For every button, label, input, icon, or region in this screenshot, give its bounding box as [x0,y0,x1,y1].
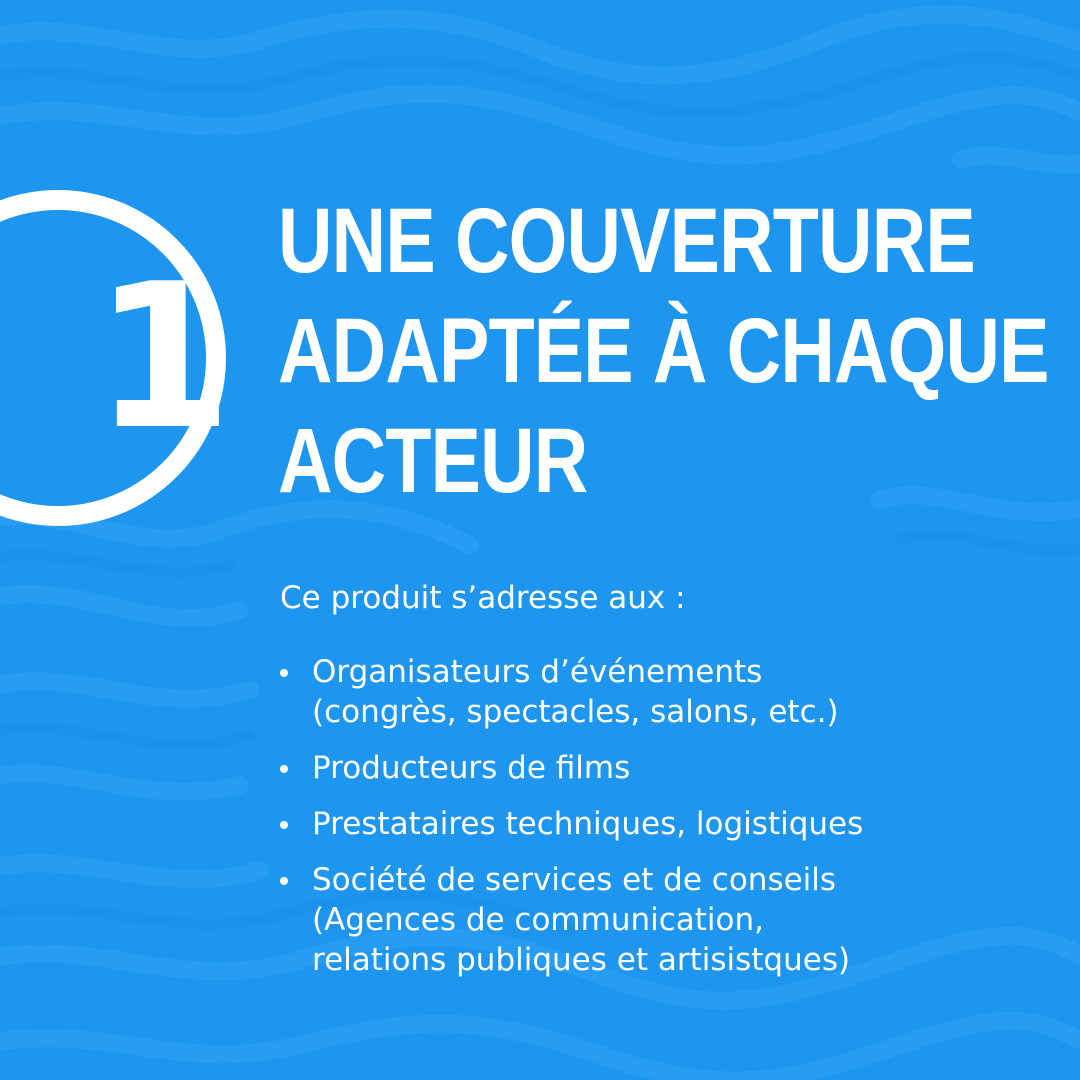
number-badge [0,190,233,526]
bullet-icon [280,877,288,885]
list-item [280,804,1060,844]
list-item-line: relations publiques et artisistques) [312,942,851,978]
list-item-line: Société de services et de conseils [312,862,837,898]
bullet-icon [280,821,288,829]
step-number: 1 [93,241,233,474]
title-line-2: ADAPTÉE À CHAQUE [278,300,1049,402]
list-item-line: Producteurs de films [312,750,631,786]
bullet-icon [280,765,288,773]
intro-text: Ce produit s’adresse aux : [280,580,686,616]
page-title [278,186,1049,516]
bullet-icon [280,669,288,677]
title-line-3: ACTEUR [278,410,588,512]
audience-list [280,652,1060,996]
title-line-1: UNE COUVERTURE [278,190,975,292]
list-item-line: (congrès, spectacles, salons, etc.) [312,694,839,730]
list-item-line: Prestataires techniques, logistiques [312,806,864,842]
list-item-line: (Agences de communication, [312,902,765,938]
list-item [280,748,1060,788]
list-item-line: Organisateurs d’événements [312,654,763,690]
list-item [280,860,1060,980]
list-item [280,652,1060,732]
